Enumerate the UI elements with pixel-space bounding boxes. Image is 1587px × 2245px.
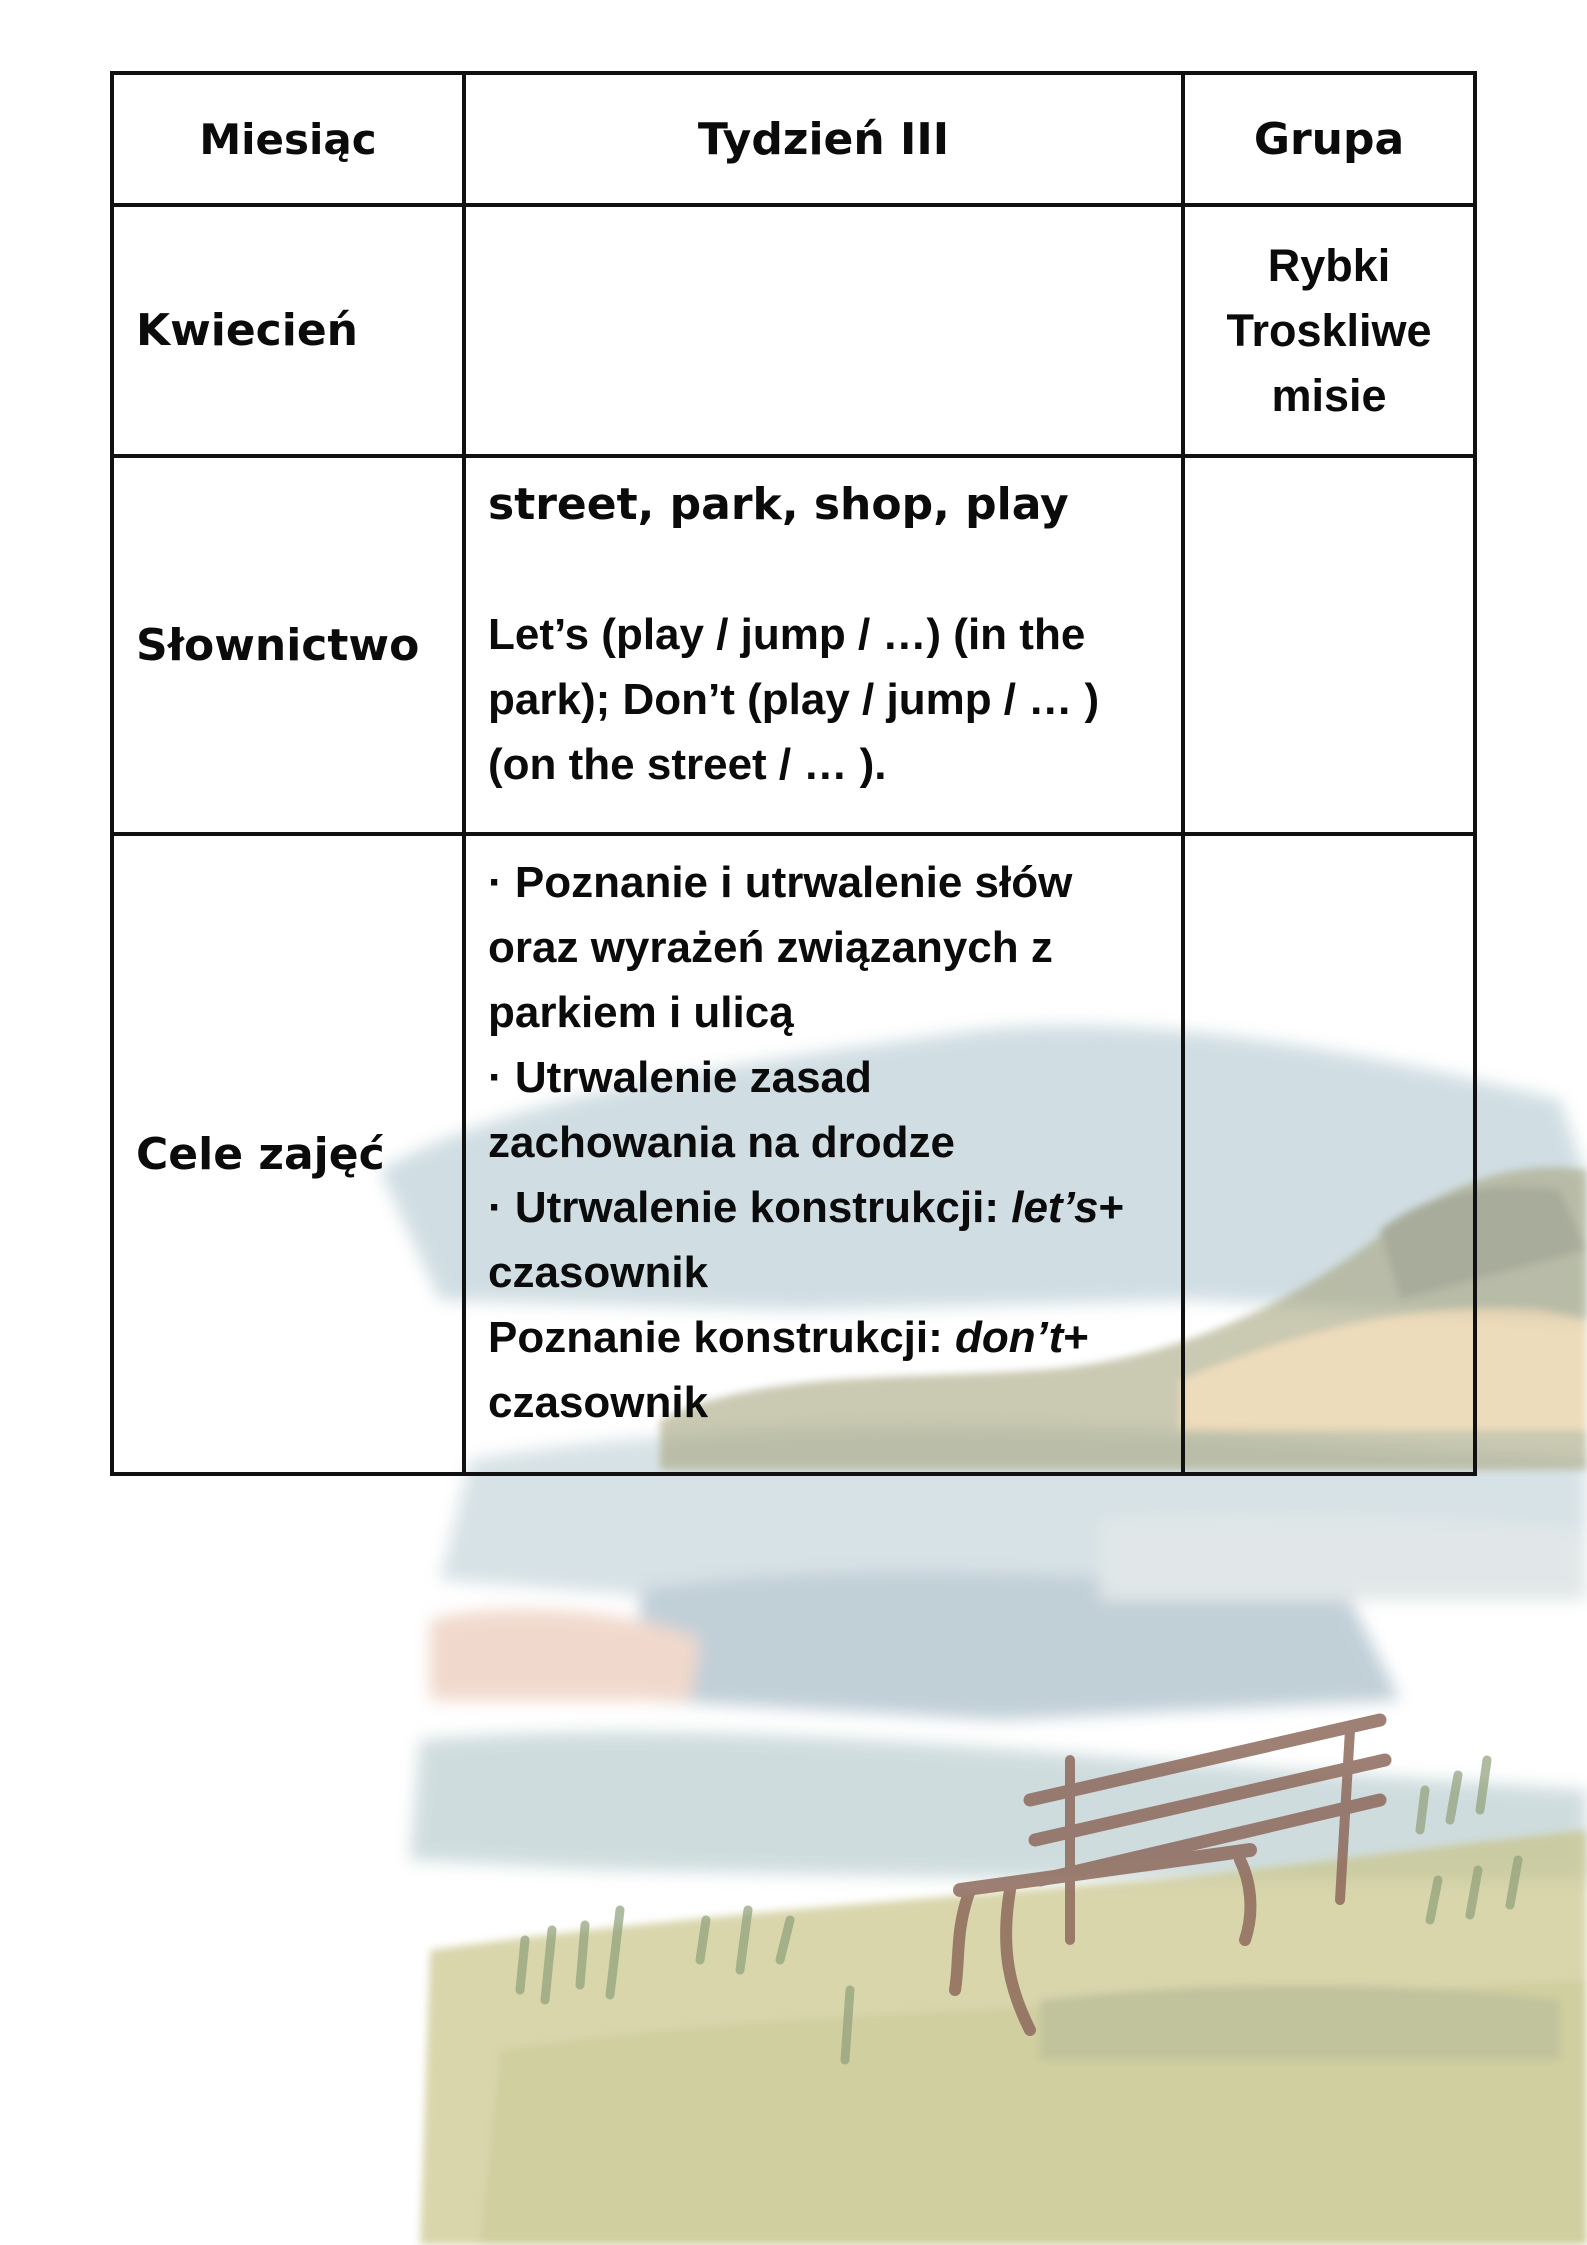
goal-line: · Poznanie i utrwalenie słów [488,858,1073,907]
vocabulary-words: street, park, shop, play [488,479,1069,530]
week-value [464,205,1183,456]
lesson-plan-table [110,71,1477,1476]
goal-construct-lets: · Utrwalenie konstrukcji: let’s+ [488,1183,1125,1232]
goal-line: oraz wyrażeń związanych z [488,923,1053,972]
vocabulary-phrase: (on the street / … ). [488,740,887,789]
goal-line: parkiem i ulicą [488,988,794,1037]
vocabulary-label: Słownictwo [112,456,464,834]
goals-label: Cele zajęć [112,834,464,1474]
goals-row [112,834,1475,1474]
goals-content [464,834,1183,1474]
header-week: Tydzień III [464,73,1183,205]
group-name-line: Troskliwe [1226,305,1432,356]
vocabulary-group-cell [1183,456,1475,834]
header-group: Grupa [1183,73,1475,205]
goals-group-cell [1183,834,1475,1474]
goal-line: czasownik [488,1248,709,1297]
header-month: Miesiąc [112,73,464,205]
vocabulary-row [112,456,1475,834]
group-name-line: Rybki [1267,240,1391,291]
goal-line: zachowania na drodze [488,1118,955,1167]
group-names [1183,205,1475,456]
month-row [112,205,1475,456]
group-name-line: misie [1271,370,1387,421]
vocabulary-phrase: Let’s (play / jump / …) (in the [488,610,1086,659]
goal-construct-dont: Poznanie konstrukcji: don’t+ [488,1313,1089,1362]
header-row [112,73,1475,205]
goal-line: · Utrwalenie zasad [488,1053,872,1102]
vocabulary-content [464,456,1183,834]
goal-line: czasownik [488,1378,709,1427]
vocabulary-phrase: park); Don’t (play / jump / … ) [488,675,1100,724]
month-value: Kwiecień [112,205,464,456]
